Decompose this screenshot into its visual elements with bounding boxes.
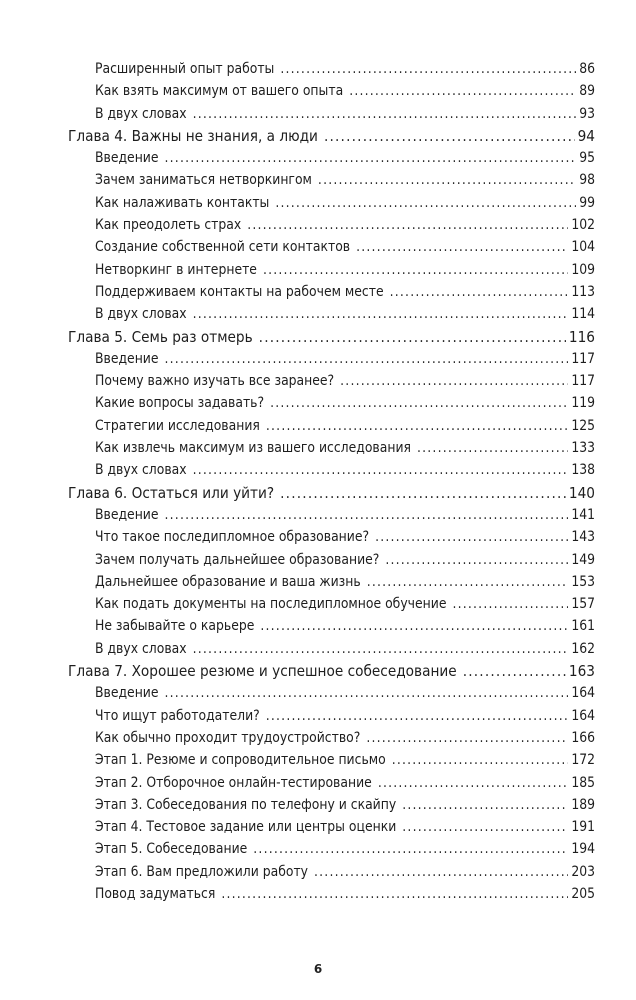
dot-leader — [280, 482, 566, 504]
toc-entry — [0, 80, 595, 102]
dot-leader — [314, 861, 568, 883]
dot-leader — [193, 303, 569, 325]
dot-leader — [402, 816, 568, 838]
toc-entry — [0, 103, 595, 125]
dot-leader — [318, 169, 576, 191]
toc-entry-title: Глава 5. Семь раз отмерь — [68, 327, 253, 346]
toc-entry-line — [68, 326, 595, 348]
toc-entry — [0, 259, 595, 281]
toc-entry-line — [95, 549, 595, 571]
toc-entry — [0, 615, 595, 637]
toc-entry-title: Глава 4. Важны не знания, а люди — [68, 126, 318, 145]
toc-entry-title: Почему важно изучать все заранее? — [95, 373, 335, 390]
toc-entry-title: Этап 1. Резюме и сопроводительное письмо — [95, 752, 386, 769]
toc-entry-title: Что такое последипломное образование? — [95, 529, 370, 546]
toc-entry-line — [95, 370, 595, 392]
toc-entry-line — [95, 147, 595, 169]
toc-entry-line — [95, 727, 595, 749]
toc-entry-page: 161 — [571, 618, 595, 635]
toc-entry-line — [68, 125, 595, 147]
toc-entry-line — [95, 838, 595, 860]
dot-leader — [253, 838, 568, 860]
toc-entry-page: 157 — [571, 596, 595, 613]
toc-entry-page: 143 — [571, 529, 595, 546]
toc-entry-page: 164 — [571, 685, 595, 702]
toc-entry-page: 98 — [579, 172, 595, 189]
toc-entry-line — [68, 660, 595, 682]
toc-entry-page: 162 — [571, 640, 595, 657]
toc-entry — [0, 861, 595, 883]
toc-entry-page: 113 — [571, 283, 595, 300]
toc-entry-title: Как налаживать контакты — [95, 194, 270, 211]
toc-entry-title: Создание собственной сети контактов — [95, 239, 351, 256]
toc-entry-line — [95, 772, 595, 794]
toc-entry-page: 141 — [571, 506, 595, 523]
toc-entry-page: 191 — [571, 819, 595, 836]
toc-entry-page: 153 — [571, 573, 595, 590]
page-number: 6 — [313, 962, 323, 976]
dot-leader — [392, 749, 569, 771]
toc-entry-page: 185 — [571, 774, 595, 791]
toc-entry-line — [95, 615, 595, 637]
toc-entry — [0, 504, 595, 526]
toc-entry-line — [95, 214, 595, 236]
dot-leader — [266, 415, 568, 437]
toc-entry — [0, 192, 595, 214]
toc-entry-title: Глава 7. Хорошее резюме и успешное собеседование — [68, 662, 457, 681]
toc-entry-title: Поддерживаем контакты на рабочем месте — [95, 283, 384, 300]
toc-entry-line — [95, 415, 595, 437]
dot-leader — [260, 615, 568, 637]
toc-entry-line — [68, 482, 595, 504]
dot-leader — [165, 348, 569, 370]
toc-entry — [0, 236, 595, 258]
toc-entry — [0, 303, 595, 325]
toc-chapter — [0, 326, 595, 348]
toc-entry-page: 93 — [579, 105, 595, 122]
toc-entry-line — [95, 682, 595, 704]
toc-entry-title: Расширенный опыт работы — [95, 61, 275, 77]
toc-entry-title: В двух словах — [95, 640, 187, 657]
toc-entry-title: Как подать документы на последипломное обучение — [95, 596, 447, 613]
toc-entry-line — [95, 437, 595, 459]
dot-leader — [259, 326, 566, 348]
toc-chapter — [0, 660, 595, 682]
toc-entry-line — [95, 749, 595, 771]
dot-leader — [340, 370, 568, 392]
toc-entry — [0, 727, 595, 749]
dot-leader — [275, 192, 576, 214]
toc-entry — [0, 281, 595, 303]
toc-entry-line — [95, 281, 595, 303]
toc-entry-line — [95, 504, 595, 526]
toc-entry — [0, 705, 595, 727]
toc-entry-title: Стратегии исследования — [95, 417, 260, 434]
toc-entry-title: В двух словах — [95, 105, 187, 122]
dot-leader — [165, 682, 569, 704]
toc-entry-page: 149 — [571, 551, 595, 568]
dot-leader — [193, 638, 569, 660]
toc-entry-page: 116 — [568, 327, 595, 346]
toc-entry-page: 164 — [571, 707, 595, 724]
toc-entry-title: Как взять максимум от вашего опыта — [95, 83, 344, 100]
toc-entry-line — [95, 794, 595, 816]
toc-entry-line — [95, 883, 595, 905]
toc-entry-title: Введение — [95, 150, 159, 167]
toc-entry-page: 138 — [571, 462, 595, 479]
toc-entry-page: 189 — [571, 796, 595, 813]
toc-entry-line — [95, 638, 595, 660]
dot-leader — [247, 214, 568, 236]
dot-leader — [324, 125, 575, 147]
dot-leader — [266, 705, 569, 727]
toc-entry-title: Нетворкинг в интернете — [95, 261, 257, 278]
toc-entry-line — [95, 705, 595, 727]
toc-entry-page: 203 — [571, 863, 595, 880]
toc-entry-page: 172 — [571, 752, 595, 769]
toc-entry-page: 194 — [571, 841, 595, 858]
dot-leader — [452, 593, 568, 615]
toc-entry-title: Введение — [95, 350, 159, 367]
toc-entry — [0, 593, 595, 615]
toc-entry-page: 125 — [571, 417, 595, 434]
toc-entry — [0, 549, 595, 571]
dot-leader — [366, 727, 568, 749]
toc-entry — [0, 526, 595, 548]
toc-entry-page: 133 — [571, 440, 595, 457]
dot-leader — [375, 526, 568, 548]
toc-entry — [0, 838, 595, 860]
toc-entry-title: Зачем получать дальнейшее образование? — [95, 551, 380, 568]
toc-entry — [0, 772, 595, 794]
toc-entry-page: 140 — [568, 483, 595, 502]
toc-entry — [0, 682, 595, 704]
toc-entry-line — [95, 169, 595, 191]
toc-entry-line — [95, 303, 595, 325]
toc-entry — [0, 169, 595, 191]
toc-entry-title: Глава 6. Остаться или уйти? — [68, 483, 275, 502]
toc-entry-line — [95, 861, 595, 883]
toc-entry — [0, 392, 595, 414]
dot-leader — [378, 772, 569, 794]
toc-entry-title: В двух словах — [95, 306, 187, 323]
toc-entry-page: 117 — [571, 350, 595, 367]
toc-entry-title: Введение — [95, 506, 159, 523]
toc-entry — [0, 638, 595, 660]
dot-leader — [165, 147, 577, 169]
toc-entry — [0, 749, 595, 771]
toc-entry-page: 119 — [571, 395, 595, 412]
toc-entry-title: Этап 6. Вам предложили работу — [95, 863, 309, 880]
toc-entry — [0, 214, 595, 236]
toc-entry — [0, 58, 595, 80]
toc-entry — [0, 459, 595, 481]
dot-leader — [221, 883, 568, 905]
dot-leader — [193, 103, 577, 125]
dot-leader — [263, 259, 568, 281]
toc-entry — [0, 816, 595, 838]
toc-entry-title: Дальнейшее образование и ваша жизнь — [95, 573, 361, 590]
toc-entry-line — [95, 259, 595, 281]
toc-entry-title: В двух словах — [95, 462, 187, 479]
toc-entry-title: Повод задуматься — [95, 885, 216, 902]
toc-entry-page: 94 — [577, 126, 595, 145]
toc-entry-page: 109 — [571, 261, 595, 278]
dot-leader — [367, 571, 569, 593]
dot-leader — [349, 80, 576, 102]
toc-entry-page: 102 — [571, 217, 595, 234]
toc-entry-line — [95, 80, 595, 102]
toc-entry-page: 205 — [571, 885, 595, 902]
toc-entry-title: Что ищут работодатели? — [95, 707, 260, 724]
toc-entry-page: 166 — [571, 729, 595, 746]
toc-entry — [0, 415, 595, 437]
table-of-contents — [0, 58, 636, 905]
toc-entry-line — [95, 392, 595, 414]
toc-entry — [0, 348, 595, 370]
dot-leader — [463, 660, 566, 682]
toc-entry-title: Какие вопросы задавать? — [95, 395, 265, 412]
toc-entry-title: Как преодолеть страх — [95, 217, 242, 234]
toc-chapter — [0, 482, 595, 504]
toc-entry-line — [95, 459, 595, 481]
toc-entry-title: Этап 4. Тестовое задание или центры оценки — [95, 819, 397, 836]
toc-entry-title: Этап 2. Отборочное онлайн-тестирование — [95, 774, 372, 791]
toc-entry-title: Этап 5. Собеседование — [95, 841, 248, 858]
toc-entry — [0, 147, 595, 169]
dot-leader — [390, 281, 569, 303]
toc-entry — [0, 437, 595, 459]
toc-entry-title: Как извлечь максимум из вашего исследования — [95, 440, 411, 457]
dot-leader — [417, 437, 568, 459]
dot-leader — [165, 504, 569, 526]
dot-leader — [270, 392, 568, 414]
toc-entry-title: Введение — [95, 685, 159, 702]
toc-entry-line — [95, 348, 595, 370]
toc-entry-line — [95, 593, 595, 615]
toc-entry-line — [95, 571, 595, 593]
toc-entry — [0, 883, 595, 905]
toc-entry-title: Зачем заниматься нетворкингом — [95, 172, 312, 189]
dot-leader — [402, 794, 568, 816]
toc-entry-page: 114 — [571, 306, 595, 323]
toc-entry-line — [95, 236, 595, 258]
toc-entry-line — [95, 58, 595, 80]
toc-entry — [0, 370, 595, 392]
toc-entry-title: Как обычно проходит трудоустройство? — [95, 729, 361, 746]
toc-entry-page: 104 — [571, 239, 595, 256]
toc-entry-page: 117 — [571, 373, 595, 390]
dot-leader — [280, 58, 576, 80]
toc-entry-page: 89 — [579, 83, 595, 100]
dot-leader — [385, 549, 568, 571]
dot-leader — [193, 459, 569, 481]
toc-entry-line — [95, 192, 595, 214]
toc-entry-line — [95, 816, 595, 838]
toc-entry-line — [95, 526, 595, 548]
toc-entry-page: 163 — [568, 662, 595, 681]
toc-entry-title: Этап 3. Собеседования по телефону и скайпу — [95, 796, 397, 813]
dot-leader — [356, 236, 568, 258]
toc-entry-page: 95 — [579, 150, 595, 167]
toc-entry-page: 99 — [579, 194, 595, 211]
toc-entry-title: Не забывайте о карьере — [95, 618, 255, 635]
toc-entry — [0, 571, 595, 593]
toc-entry-page: 86 — [579, 61, 595, 77]
toc-entry — [0, 794, 595, 816]
toc-entry-line — [95, 103, 595, 125]
toc-chapter — [0, 125, 595, 147]
